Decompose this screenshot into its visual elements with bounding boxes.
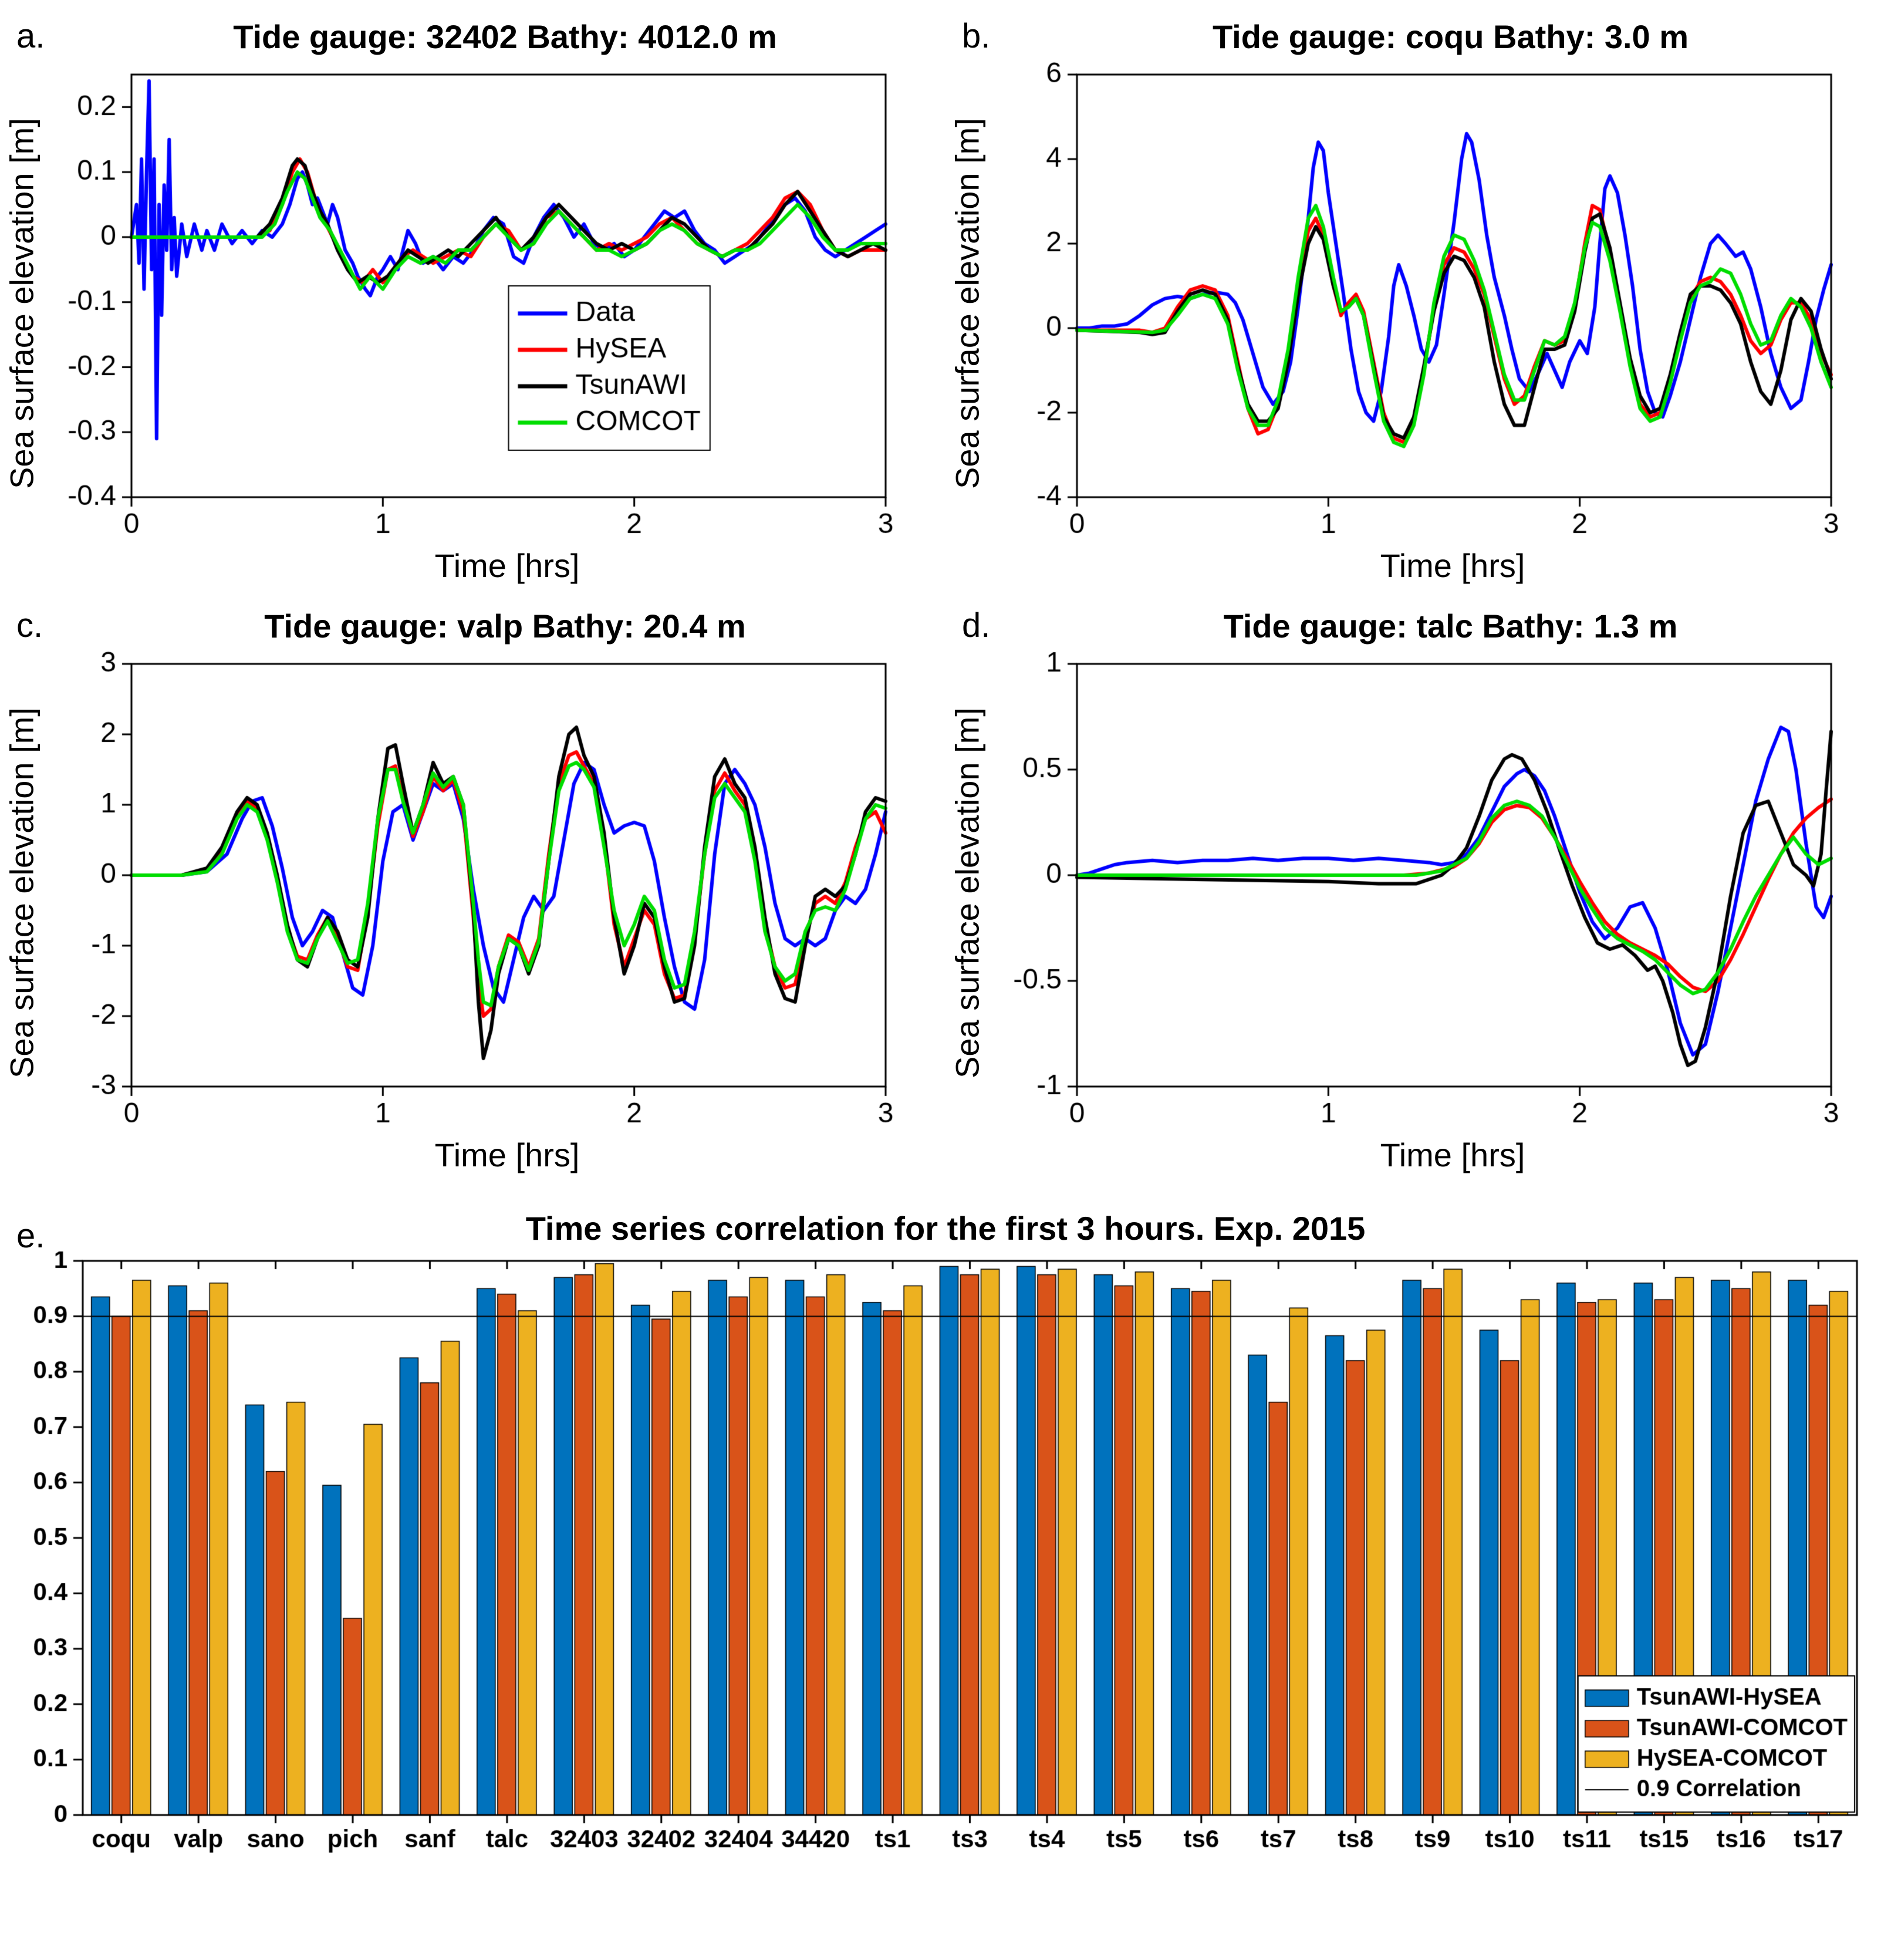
panel-c-plot-canvas <box>43 649 912 1136</box>
panel-d-x-axis-label: Time [hrs] <box>1380 1136 1525 1173</box>
panel-b-y-axis-label: Sea surface elevation [m] <box>948 118 986 489</box>
panel-a-title: Tide gauge: 32402 Bathy: 4012.0 m <box>233 18 777 55</box>
panel-d-letter: d. <box>962 606 991 645</box>
panel-d-title: Tide gauge: talc Bathy: 1.3 m <box>1223 608 1678 645</box>
panel-b-plot-canvas <box>989 60 1858 547</box>
panel-b-plot-row <box>946 60 1891 547</box>
panel-a-y-axis-label: Sea surface elevation [m] <box>3 118 40 489</box>
panel-c-letter: c. <box>16 606 43 645</box>
panel-e <box>0 1206 1891 1862</box>
panel-d-plot-canvas <box>989 649 1858 1136</box>
top-row <box>0 6 1891 589</box>
panel-e-plot-wrap <box>0 1251 1891 1862</box>
panel-a-plot-row <box>0 60 946 547</box>
panel-c-y-axis-label: Sea surface elevation [m] <box>3 707 40 1078</box>
panel-d-plot-row <box>946 649 1891 1136</box>
panel-b-x-axis-label: Time [hrs] <box>1380 547 1525 584</box>
panel-c-title: Tide gauge: valp Bathy: 20.4 m <box>264 608 746 645</box>
panel-d <box>946 595 1891 1179</box>
panel-c <box>0 595 946 1179</box>
panel-e-letter: e. <box>16 1217 45 1255</box>
panel-a-letter: a. <box>16 17 45 55</box>
panel-e-title: Time series correlation for the first 3 hours. Exp. 2015 <box>525 1210 1366 1247</box>
middle-row <box>0 595 1891 1179</box>
panel-b <box>946 6 1891 589</box>
panel-c-x-axis-label: Time [hrs] <box>434 1136 580 1173</box>
panel-b-letter: b. <box>962 17 991 55</box>
panel-a-x-axis-label: Time [hrs] <box>434 547 580 584</box>
panel-a <box>0 6 946 589</box>
panel-b-title: Tide gauge: coqu Bathy: 3.0 m <box>1212 18 1689 55</box>
panel-a-plot-canvas <box>43 60 912 547</box>
panel-d-y-axis-label: Sea surface elevation [m] <box>948 707 986 1078</box>
panel-c-plot-row <box>0 649 946 1136</box>
panel-e-plot-canvas <box>21 1251 1870 1862</box>
